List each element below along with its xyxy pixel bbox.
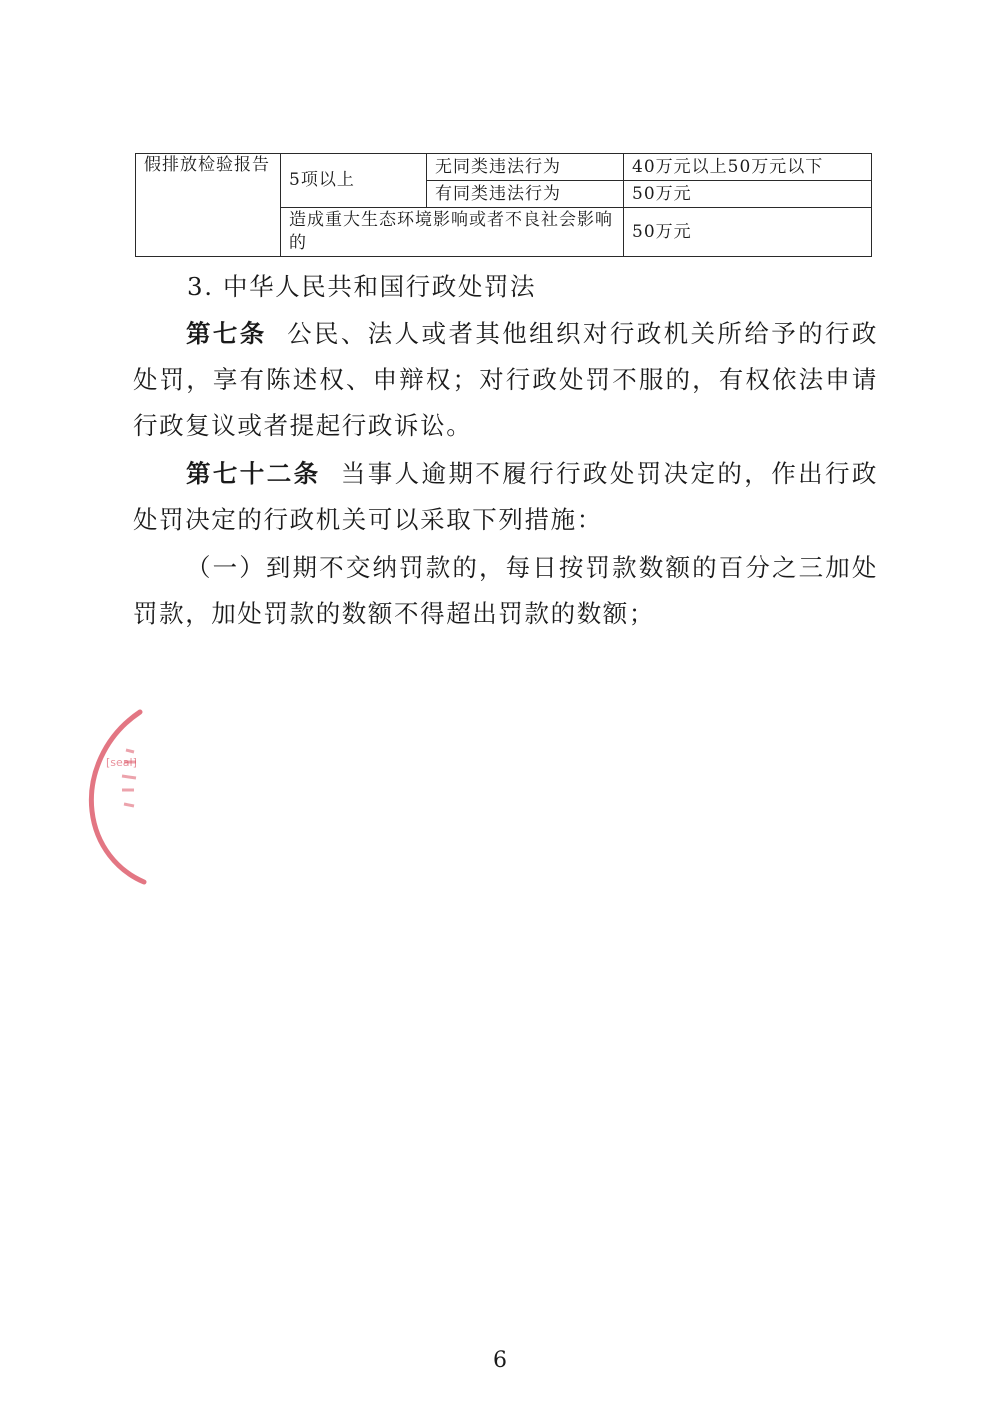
article-72-item-1: （一）到期不交纳罚款的，每日按罚款数额的百分之三加处罚款，加处罚款的数额不得超出罚款的数额； <box>133 553 878 628</box>
seal-text: [seal] <box>106 756 137 769</box>
table-cell-penalty: 50万元 <box>624 181 872 208</box>
table-cell-condition: 造成重大生态环境影响或者不良社会影响的 <box>281 208 624 257</box>
table-cell-range: 5项以上 <box>281 154 427 208</box>
table-cell-item: 假排放检验报告 <box>136 154 281 257</box>
page-number: 6 <box>493 1348 507 1373</box>
red-seal-stamp <box>82 706 152 886</box>
article-7-paragraph <box>133 311 878 449</box>
article-label: 第七十二条 <box>186 459 321 488</box>
table-cell-penalty: 40万元以上50万元以下 <box>624 154 872 181</box>
article-72-paragraph <box>133 451 878 543</box>
penalty-table <box>135 153 872 257</box>
table-cell-penalty: 50万元 <box>624 208 872 257</box>
article-text: 当事人逾期不履行行政处罚决定的，作出行政处罚决定的行政机关可以采取下列措施： <box>133 459 878 534</box>
table-row <box>136 154 872 181</box>
law-heading: 3. 中华人民共和国行政处罚法 <box>187 272 537 301</box>
table-cell-condition: 有同类违法行为 <box>427 181 624 208</box>
article-text: 公民、法人或者其他组织对行政机关所给予的行政处罚，享有陈述权、申辩权；对行政处罚不服的，有权依法申请行政复议或者提起行政诉讼。 <box>133 319 878 440</box>
article-label: 第七条 <box>186 319 267 348</box>
table-cell-condition: 无同类违法行为 <box>427 154 624 181</box>
